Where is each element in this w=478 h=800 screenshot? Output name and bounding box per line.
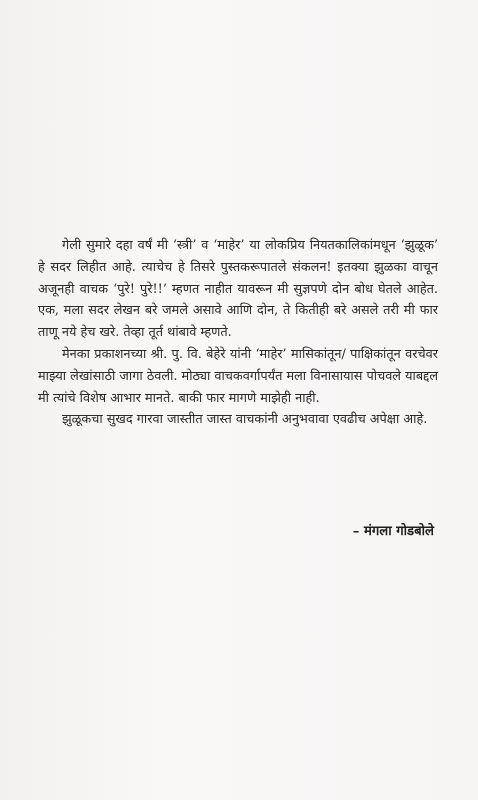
paragraph-1: गेली सुमारे दहा वर्षं मी ‘स्त्री’ व ‘माहेर’ या लोकप्रिय नियतकालिकांमधून ‘झुळूक’ हे सदर लिहीत आहे. त्याचेच हे तिसरे पुस्तकरूपातले संकलन! इतक्या झुळका वाचून अजूनही वाचक ‘पुरे! पुरे!!’ म्हणत नाहीत यावरून मी सुज्ञपणे दोन बोध घेतले आहेत. एक, मला सदर लेखन बरे जमले असावे आणि दोन, ते कितीही बरे असले तरी मी फार ताणू नये हेच खरे. तेव्हा तूर्त थांबावे म्हणते. bbox=[38, 238, 438, 341]
paragraph-3: झुळूकचा सुखद गारवा जास्तीत जास्त वाचकांनी अनुभवावा एवढीच अपेक्षा आहे. bbox=[62, 412, 428, 428]
paragraph-2: मेनका प्रकाशनच्या श्री. पु. वि. बेहेरे यांनी ‘माहेर’ मासिकांतून/ पाक्षिकांतून वरचेवर माझ्या लेखांसाठी जागा ठेवली. मोठ्या वाचकवर्गापर्यंत मला विनासायास पोचवले याबद्दल मी त्यांचे विशेष आभार मानते. बाकी फार मागणे माझेही नाही. bbox=[38, 346, 438, 406]
preface-text bbox=[38, 235, 438, 431]
author-signature: – मंगला गोडबोले bbox=[352, 524, 434, 539]
